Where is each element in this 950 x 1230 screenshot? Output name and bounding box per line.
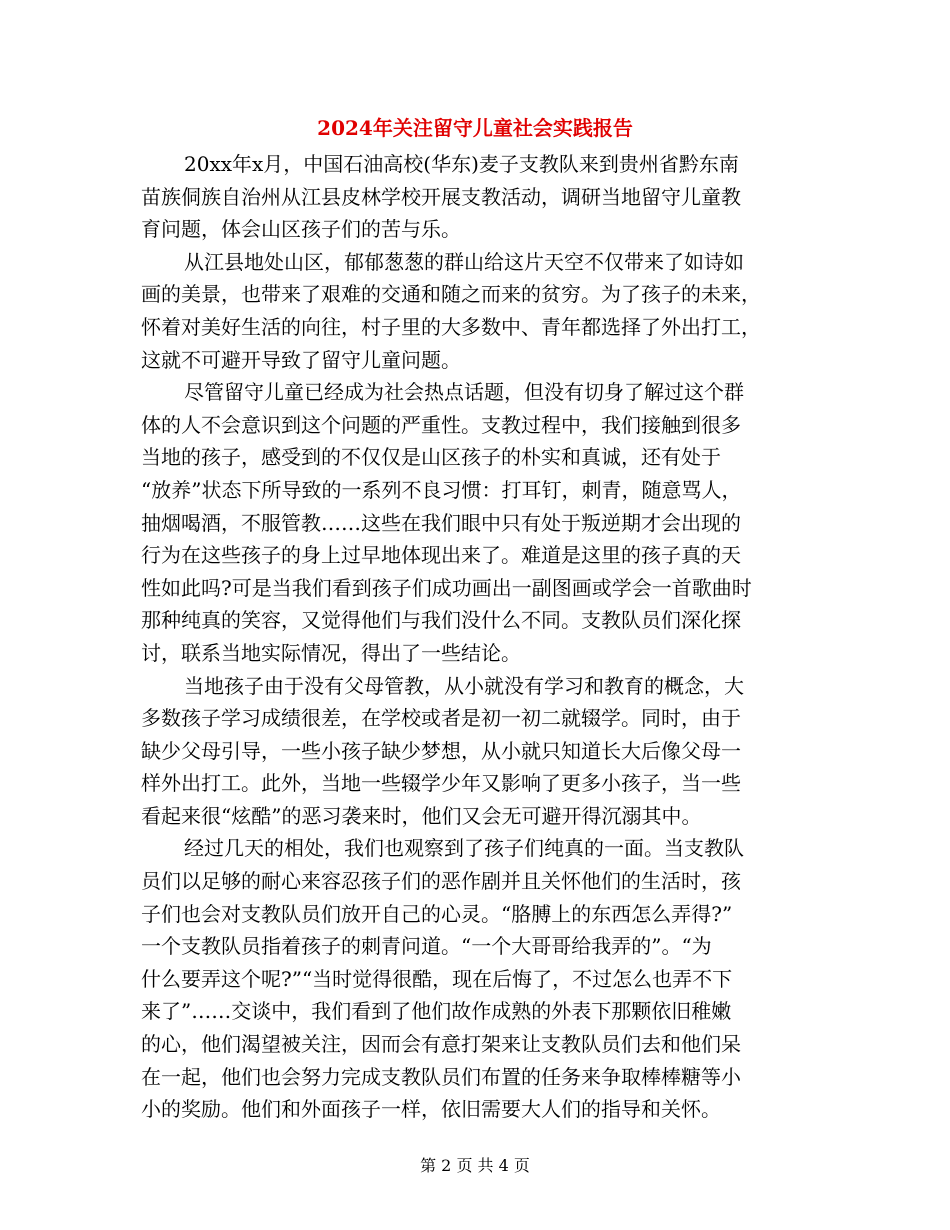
text-line: 抽烟喝酒，不服管教……这些在我们眼中只有处于叛逆期才会出现的 <box>141 510 741 535</box>
text-line: 缺少父母引导，一些小孩子缺少梦想，从小就只知道长大后像父母一 <box>141 738 741 763</box>
text-line: 怀着对美好生活的向往，村子里的大多数中、青年都选择了外出打工， <box>141 314 761 339</box>
text-line: 样外出打工。此外，当地一些辍学少年又影响了更多小孩子，当一些 <box>141 771 741 796</box>
text-line: 什么要弄这个呢?”“当时觉得很酷，现在后悔了，不过怎么也弄不下 <box>141 966 733 991</box>
text-line: 这就不可避开导致了留守儿童问题。 <box>141 347 461 372</box>
document-title: 2024年关注留守儿童社会实践报告 <box>317 116 633 140</box>
document-body <box>141 148 806 1126</box>
text-line: 当地孩子由于没有父母管教，从小就没有学习和教育的概念，大 <box>184 673 744 698</box>
text-line: 子们也会对支教队员们放开自己的心灵。“胳膊上的东西怎么弄得?” <box>141 901 733 926</box>
text-line: 那种纯真的笑容，又觉得他们与我们没什么不同。支教队员们深化探 <box>141 608 741 633</box>
text-line: 行为在这些孩子的身上过早地体现出来了。难道是这里的孩子真的天 <box>141 543 741 568</box>
text-line: 多数孩子学习成绩很差，在学校或者是初一初二就辍学。同时，由于 <box>141 706 741 731</box>
page-footer: 第 2 页 共 4 页 <box>420 1156 530 1175</box>
text-line: 员们以足够的耐心来容忍孩子们的恶作剧并且关怀他们的生活时，孩 <box>141 869 741 894</box>
text-line: “放养”状态下所导致的一系列不良习惯：打耳钉，刺青，随意骂人， <box>141 477 742 502</box>
text-line: 讨，联系当地实际情况，得出了一些结论。 <box>141 640 521 665</box>
text-line: 一个支教队员指着孩子的刺青问道。“一个大哥哥给我弄的”。“为 <box>141 934 712 959</box>
text-line: 在一起，他们也会努力完成支教队员们布置的任务来争取棒棒糖等小 <box>141 1064 741 1089</box>
text-line: 小的奖励。他们和外面孩子一样，依旧需要大人们的指导和关怀。 <box>141 1097 721 1122</box>
text-line: 的心，他们渴望被关注，因而会有意打架来让支教队员们去和他们呆 <box>141 1032 741 1057</box>
text-line: 从江县地处山区，郁郁葱葱的群山给这片天空不仅带来了如诗如 <box>184 249 744 274</box>
text-line: 来了”……交谈中，我们看到了他们故作成熟的外表下那颗依旧稚嫩 <box>141 999 732 1024</box>
text-line: 经过几天的相处，我们也观察到了孩子们纯真的一面。当支教队 <box>184 836 744 861</box>
text-line: 性如此吗?可是当我们看到孩子们成功画出一副图画或学会一首歌曲时 <box>141 575 752 600</box>
text-line: 看起来很“炫酷”的恶习袭来时，他们又会无可避开得沉溺其中。 <box>141 803 702 828</box>
text-line: 20xx年x月，中国石油高校(华东)麦子支教队来到贵州省黔东南 <box>184 152 739 176</box>
text-line: 当地的孩子，感受到的不仅仅是山区孩子的朴实和真诚，还有处于 <box>141 445 721 470</box>
text-line: 画的美景，也带来了艰难的交通和随之而来的贫穷。为了孩子的未来， <box>141 282 761 307</box>
text-line: 苗族侗族自治州从江县皮林学校开展支教活动，调研当地留守儿童教 <box>141 184 741 209</box>
text-line: 育问题，体会山区孩子们的苦与乐。 <box>141 217 461 242</box>
text-line: 尽管留守儿童已经成为社会热点话题，但没有切身了解过这个群 <box>184 380 744 405</box>
text-line: 体的人不会意识到这个问题的严重性。支教过程中，我们接触到很多 <box>141 412 741 437</box>
